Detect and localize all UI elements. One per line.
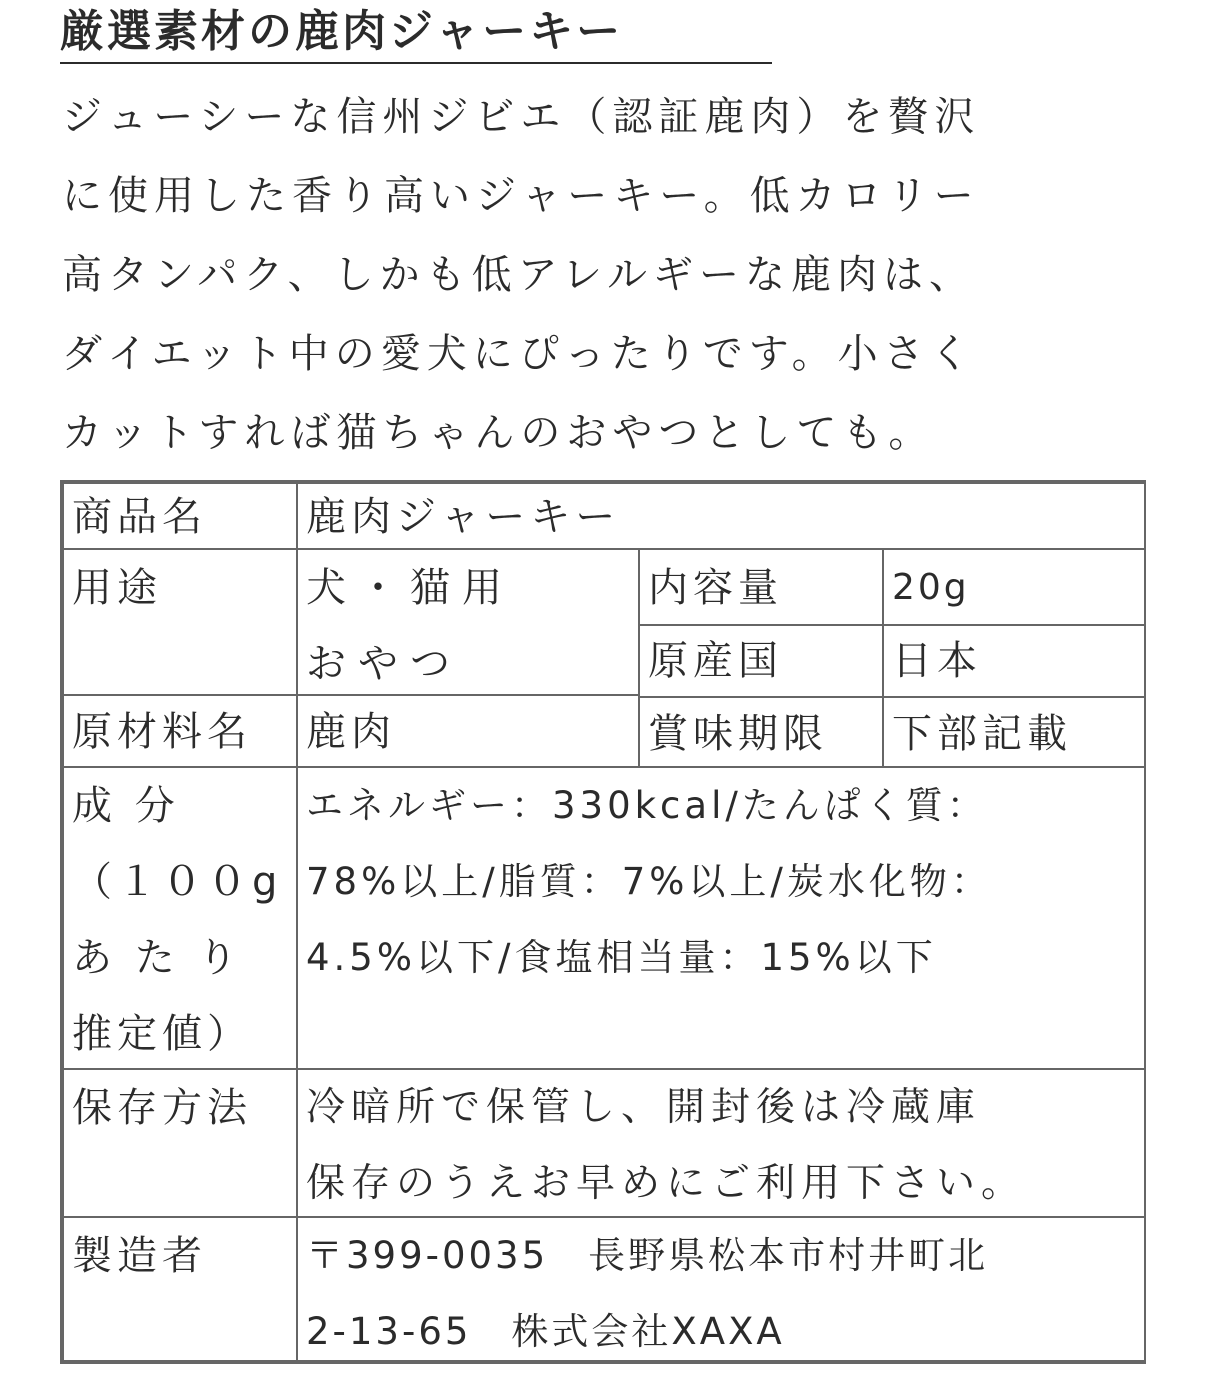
expiry-label: 賞味期限 xyxy=(638,696,884,768)
description-line: ジューシーな信州ジビエ（認証鹿肉）を贅沢 xyxy=(62,94,981,140)
origin-label: 原産国 xyxy=(638,624,884,698)
storage-value xyxy=(296,1068,1146,1218)
maker-value xyxy=(296,1216,1146,1362)
nutrition-value xyxy=(296,766,1146,1070)
description-line: カットすれば猫ちゃんのおやつとしても。 xyxy=(62,410,935,456)
page-title: 厳選素材の鹿肉ジャーキー xyxy=(60,6,624,57)
storage-label xyxy=(62,1068,298,1218)
nutrition-value-line: 4.5%以下/食塩相当量：15%以下 xyxy=(306,936,937,979)
maker-label xyxy=(62,1216,298,1362)
storage-value-line: 冷暗所で保管し、開封後は冷蔵庫 xyxy=(306,1085,982,1130)
maker-value-line: 〒399-0035 長野県松本市村井町北 xyxy=(306,1234,989,1277)
product-description xyxy=(62,78,1142,473)
usage-value-line: 犬・猫用 xyxy=(306,565,514,611)
description-line: 高タンパク、しかも低アレルギーな鹿肉は、 xyxy=(62,252,975,298)
nutrition-value-line: エネルギー：330kcal/たんぱく質： xyxy=(306,784,988,827)
title-underline xyxy=(60,62,772,64)
content-label: 内容量 xyxy=(638,548,884,626)
nutrition-label-line: 推定値） xyxy=(72,1011,252,1057)
maker-label-text: 製造者 xyxy=(72,1233,207,1279)
nutrition-label-line: 成 分 xyxy=(72,783,180,829)
usage-value-line: おやつ xyxy=(306,641,462,687)
ingredients-label: 原材料名 xyxy=(62,694,298,768)
nutrition-label xyxy=(62,766,298,1070)
description-line: に使用した香り高いジャーキー。低カロリー xyxy=(62,173,980,219)
product-name-value: 鹿肉ジャーキー xyxy=(296,482,1146,550)
origin-value: 日本 xyxy=(882,624,1146,698)
ingredients-value: 鹿肉 xyxy=(296,694,640,768)
usage-label xyxy=(62,548,298,696)
nutrition-value-line: 78%以上/脂質：7%以上/炭水化物： xyxy=(306,860,992,903)
usage-label-text: 用途 xyxy=(72,565,162,611)
nutrition-label-line: （１００g xyxy=(72,859,283,905)
description-line: ダイエット中の愛犬にぴったりです。小さく xyxy=(62,331,976,377)
nutrition-label-line: あ た り xyxy=(72,935,243,981)
maker-value-line: 2-13-65 株式会社XAXA xyxy=(306,1310,785,1353)
expiry-value: 下部記載 xyxy=(882,696,1146,768)
storage-label-text: 保存方法 xyxy=(72,1085,252,1131)
content-value: 20g xyxy=(882,548,1146,626)
product-name-label: 商品名 xyxy=(62,482,298,550)
spec-table xyxy=(60,480,1146,1364)
usage-value xyxy=(296,548,640,696)
storage-value-line: 保存のうえお早めにご利用下さい。 xyxy=(306,1161,1027,1206)
